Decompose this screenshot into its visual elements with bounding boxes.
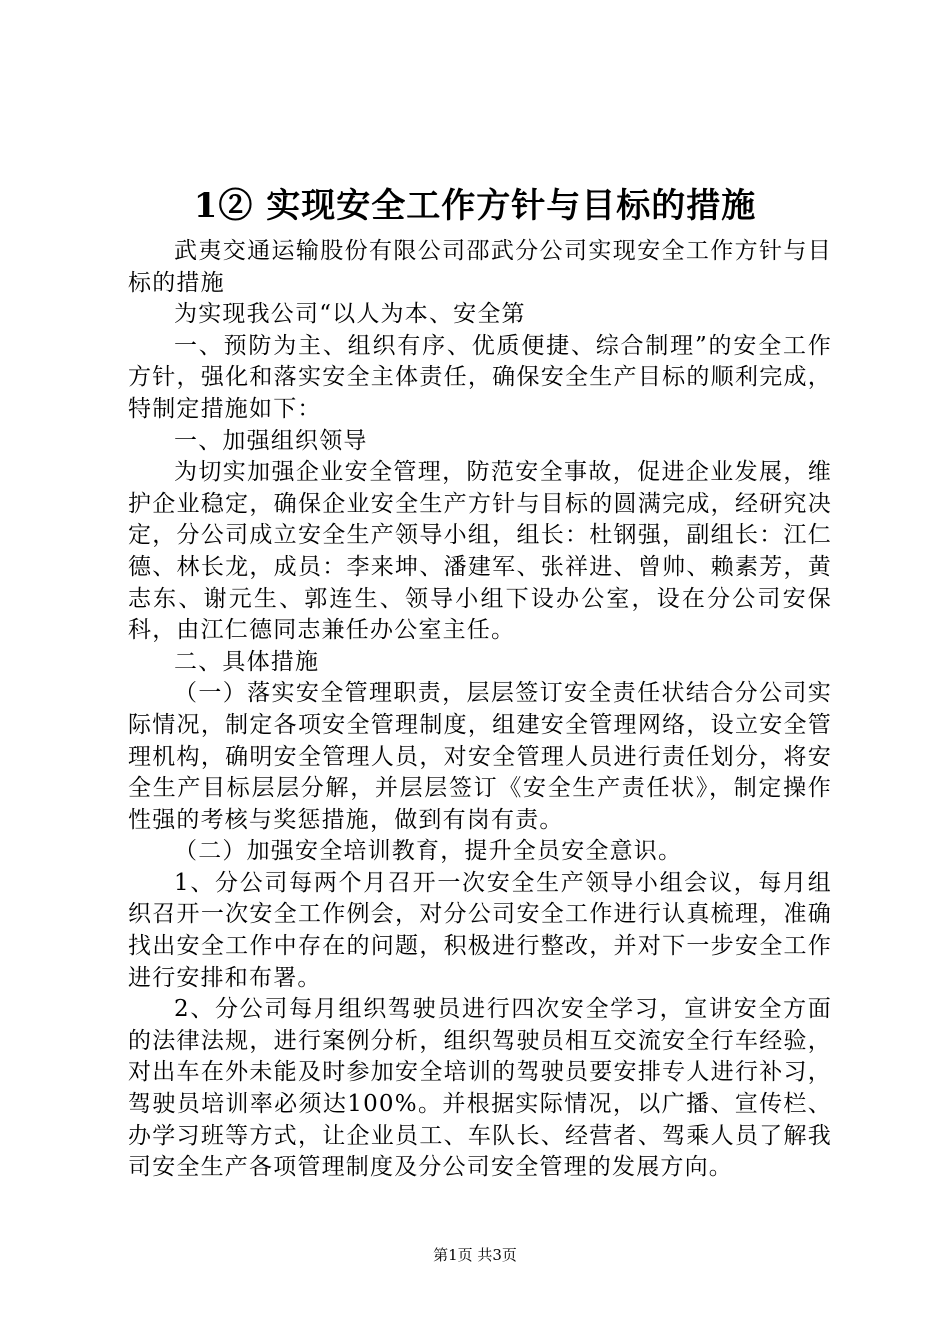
- paragraph-policy: 一、预防为主、组织有序、优质便捷、综合制理”的安全工作方针，强化和落实安全主体责任，确保安全生产目标的顺利完成，特制定措施如下：: [128, 332, 832, 422]
- document-title: 1② 实现安全工作方针与目标的措施: [193, 186, 757, 226]
- paragraph-intro-line: 为实现我公司“以人为本、安全第: [174, 301, 526, 328]
- section-heading-measures: 二、具体措施: [174, 648, 320, 675]
- section-heading-organization: 一、加强组织领导: [174, 427, 368, 454]
- paragraph-company-heading: 武夷交通运输股份有限公司邵武分公司实现安全工作方针与目标的措施: [128, 238, 832, 296]
- paragraph-measure-1: （一）落实安全管理职责，层层签订安全责任状结合分公司实际情况，制定各项安全管理制度，组建安全管理网络，设立安全管理机构，确明安全管理人员，对安全管理人员进行责任划分，将安全生产目标层层分解，并层层签订《安全生产责任状》，制定操作性强的考核与奖惩措施，做到有岗有责。: [128, 680, 832, 833]
- paragraph-organization: 为切实加强企业安全管理，防范安全事故，促进企业发展，维护企业稳定，确保企业安全生产方针与目标的圆满完成，经研究决定，分公司成立安全生产领导小组，组长：杜钢强，副组长：江仁德、林长龙，成员：李来坤、潘建军、张祥进、曾帅、赖素芳，黄志东、谢元生、郭连生、领导小组下设办公室，设在分公司安保科，由江仁德同志兼任办公室主任。: [128, 459, 832, 644]
- paragraph-item-1: 1、分公司每两个月召开一次安全生产领导小组会议，每月组织召开一次安全工作例会，对分公司安全工作进行认真梳理，准确找出安全工作中存在的问题，积极进行整改，并对下一步安全工作进行安排和布署。: [128, 869, 832, 991]
- page-number-footer: 第1页 共3页: [433, 1246, 517, 1264]
- paragraph-item-2: 2、分公司每月组织驾驶员进行四次安全学习，宣讲安全方面的法律法规，进行案例分析，组织驾驶员相互交流安全行车经验，对出车在外未能及时参加安全培训的驾驶员要安排专人进行补习，驾驶员培训率必须达100%。并根据实际情况，以广播、宣传栏、办学习班等方式，让企业员工、车队长、经营者、驾乘人员了解我司安全生产各项管理制度及分公司安全管理的发展方向。: [128, 996, 832, 1181]
- paragraph-measure-2: （二）加强安全培训教育，提升全员安全意识。: [174, 838, 683, 865]
- document-body: [128, 236, 832, 1184]
